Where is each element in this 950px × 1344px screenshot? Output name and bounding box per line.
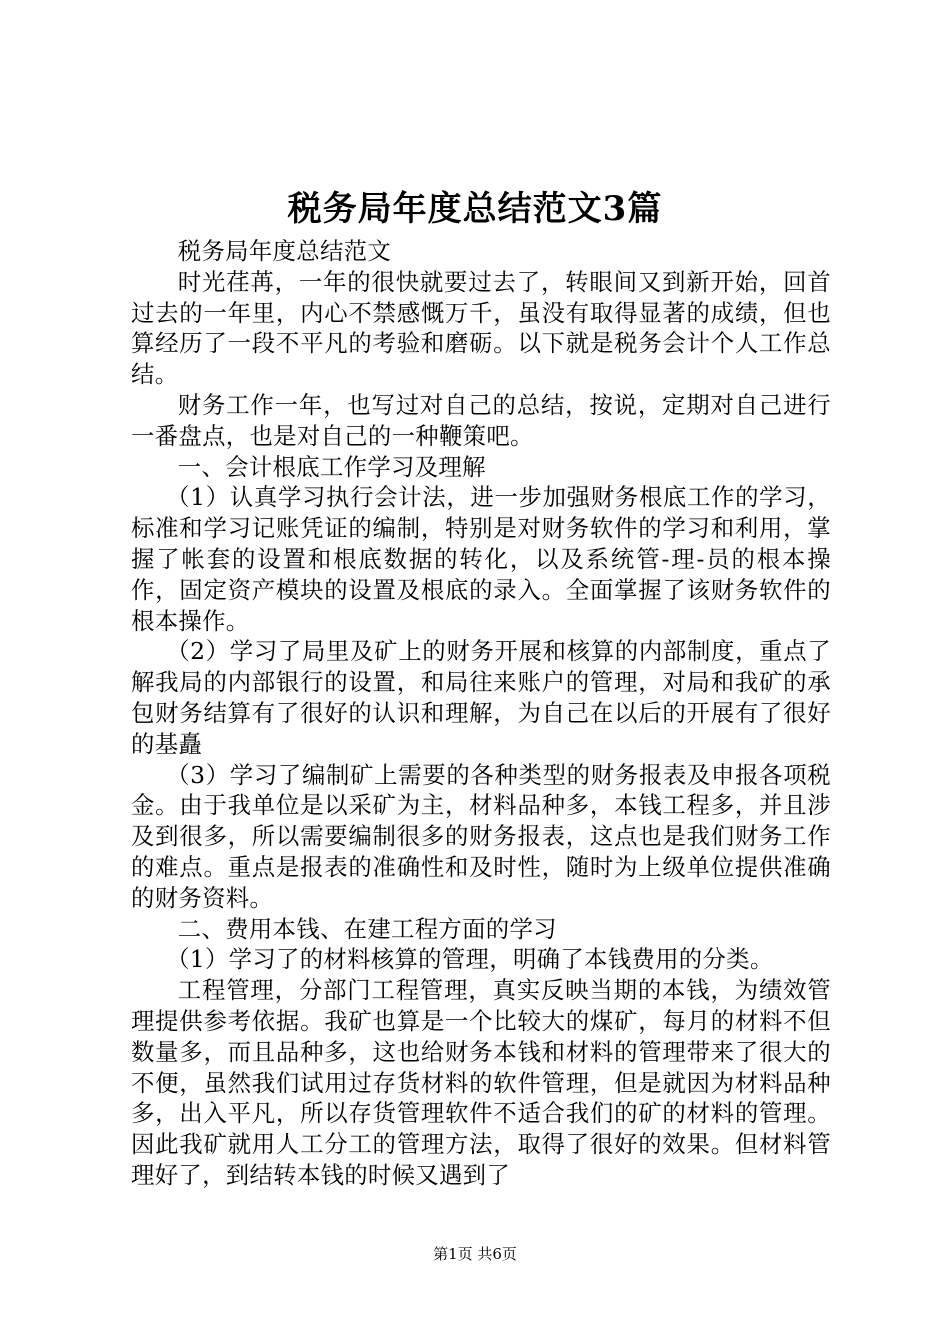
- body-paragraph: （2）学习了局里及矿上的财务开展和核算的内部制度，重点了解我局的内部银行的设置，和局往来账户的管理，对局和我矿的承包财务结算有了很好的认识和理解，为自己在以后的开展有了很好的基矗: [131, 637, 831, 758]
- body-paragraph: 工程管理，分部门工程管理，真实反映当期的本钱，为绩效管理提供参考依据。我矿也算是一个比较大的煤矿，每月的材料不但数量多，而且品种多，这也给财务本钱和材料的管理带来了很大的不便，虽然我们试用过存货材料的软件管理，但是就因为材料品种多，出入平凡，所以存货管理软件不适合我们的矿的材料的管理。因此我矿就用人工分工的管理方法，取得了很好的效果。但材料管理好了，到结转本钱的时候又遇到了: [131, 976, 831, 1189]
- section-heading-2: 二、费用本钱、在建工程方面的学习: [177, 914, 557, 943]
- body-paragraph: 财务工作一年，也写过对自己的总结，按说，定期对自己进行一番盘点，也是对自己的一种鞭策吧。: [131, 390, 831, 450]
- document-title: 税务局年度总结范文3篇: [287, 189, 663, 229]
- intro-paragraph: 时光荏苒，一年的很快就要过去了，转眼间又到新开始，回首过去的一年里，内心不禁感慨万千，虽没有取得显著的成绩，但也算经历了一段不平凡的考验和磨砺。以下就是税务会计个人工作总结。: [131, 267, 831, 389]
- body-paragraph: （1）学习了的材料核算的管理，明确了本钱费用的分类。: [166, 945, 774, 974]
- body-paragraph: （3）学习了编制矿上需要的各种类型的财务报表及申报各项税金。由于我单位是以采矿为主，材料品种多，本钱工程多，并且涉及到很多，所以需要编制很多的财务报表，这点也是我们财务工作的难点。重点是报表的准确性和及时性，随时为上级单位提供准确的财务资料。: [131, 760, 831, 912]
- subtitle-paragraph: 税务局年度总结范文: [177, 237, 392, 265]
- body-paragraph: （1）认真学习执行会计法，进一步加强财务根底工作的学习，标准和学习记账凭证的编制，特别是对财务软件的学习和利用，掌握了帐套的设置和根底数据的转化，以及系统管-理-员的根本操作，固定资产模块的设置及根底的录入。全面掌握了该财务软件的根本操作。: [131, 483, 831, 635]
- document-body: [131, 236, 831, 1191]
- page-number-footer: 第1页 共6页: [433, 1245, 517, 1263]
- section-heading-1: 一、会计根底工作学习及理解: [177, 452, 486, 481]
